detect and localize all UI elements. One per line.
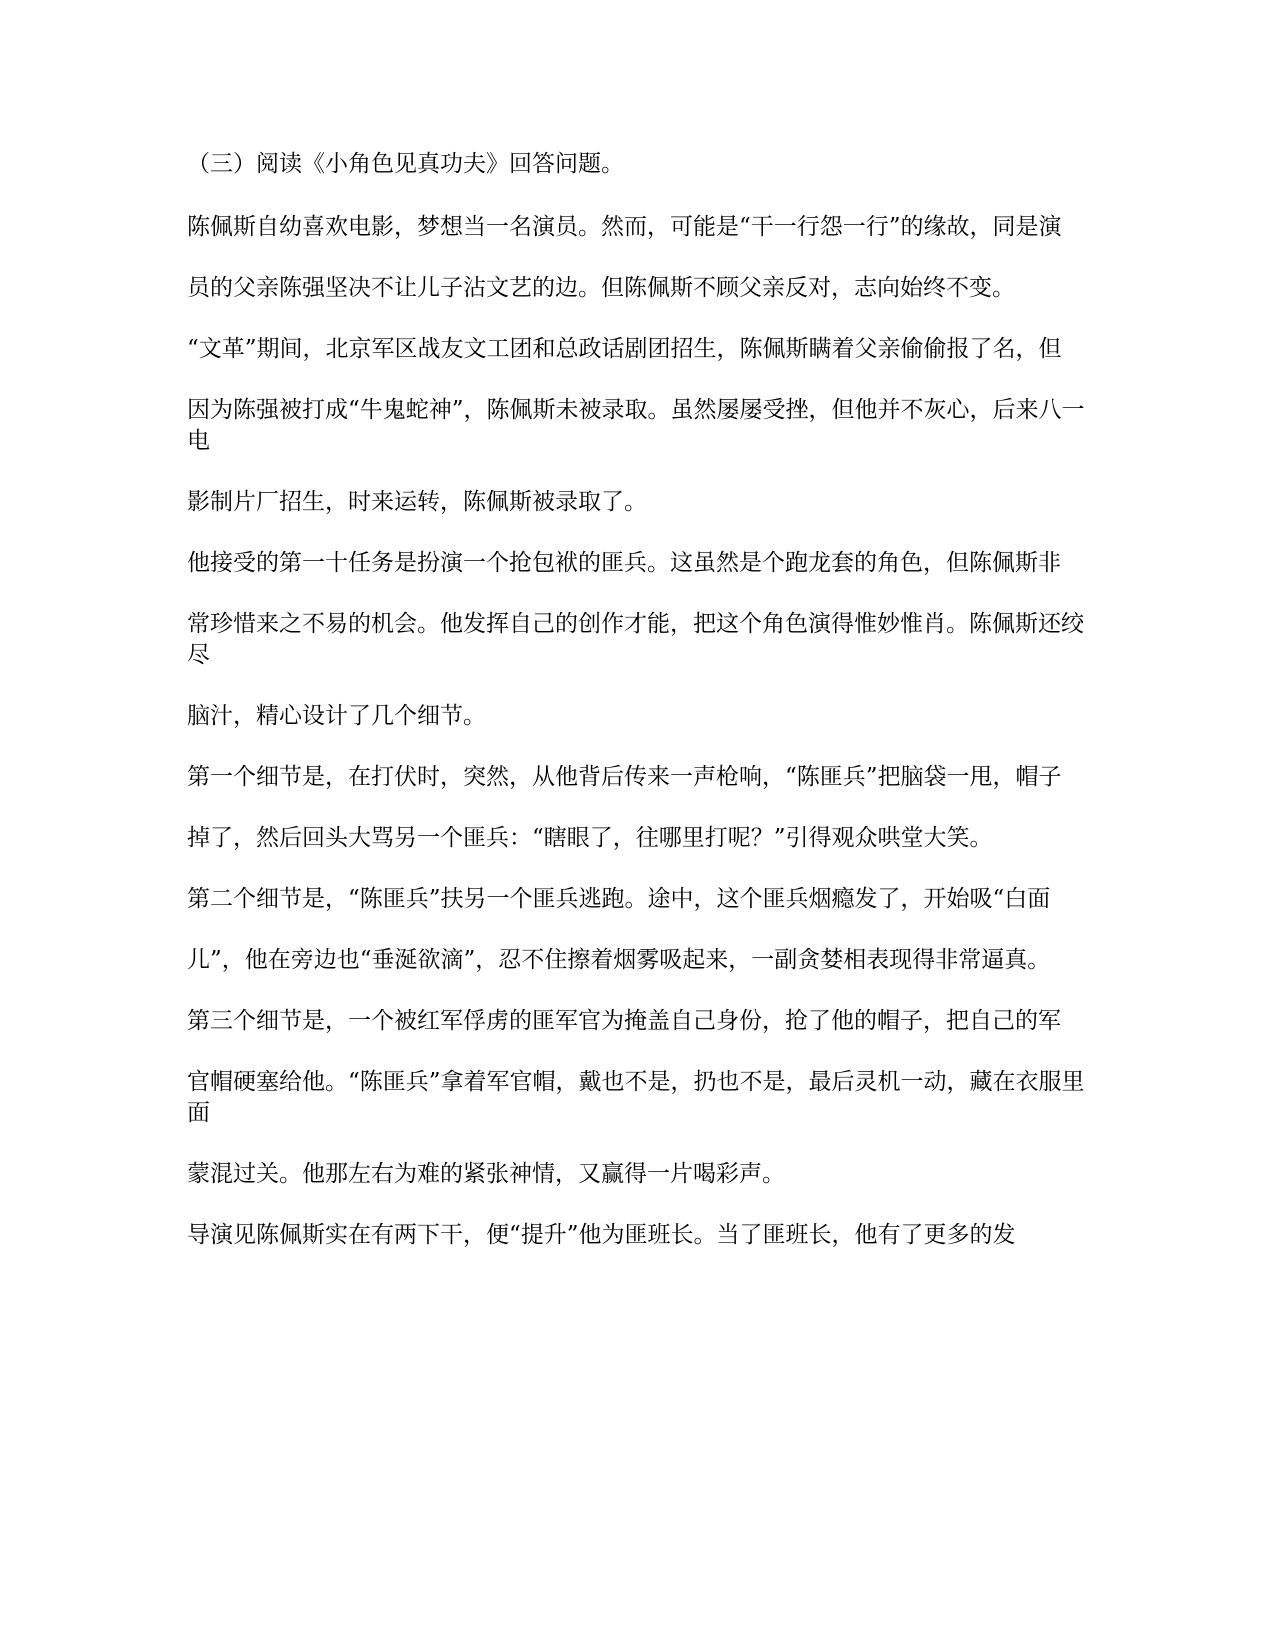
paragraph: 他接受的第一十任务是扮演一个抢包袱的匪兵。这虽然是个跑龙套的角色，但陈佩斯非 <box>187 550 1061 576</box>
paragraph: 第一个细节是，在打伏时，突然，从他背后传来一声枪响，“陈匪兵”把脑袋一甩，帽子 <box>187 764 1062 790</box>
document-body <box>187 148 1087 1281</box>
paragraph: 掉了，然后回头大骂另一个匪兵：“瞎眼了，往哪里打呢？”引得观众哄堂大笑。 <box>187 825 993 851</box>
paragraph: 影制片厂招生，时来运转，陈佩斯被录取了。 <box>187 489 647 515</box>
section-heading: （三）阅读《小角色见真功夫》回答问题。 <box>187 151 624 177</box>
paragraph: “文革”期间，北京军区战友文工团和总政话剧团招生，陈佩斯瞒着父亲偷偷报了名，但 <box>187 336 1062 362</box>
paragraph: 陈佩斯自幼喜欢电影，梦想当一名演员。然而，可能是“干一行怨一行”的缘故，同是演 <box>187 214 1062 240</box>
paragraph: 常珍惜来之不易的机会。他发挥自己的创作才能，把这个角色演得惟妙惟肖。陈佩斯还绞尽 <box>187 611 1084 668</box>
paragraph: 脑汁，精心设计了几个细节。 <box>187 703 486 729</box>
paragraph: 蒙混过关。他那左右为难的紧张神情，又赢得一片喝彩声。 <box>187 1161 785 1187</box>
paragraph: 第二个细节是，“陈匪兵”扶另一个匪兵逃跑。途中，这个匪兵烟瘾发了，开始吸“白面 <box>187 886 1051 912</box>
paragraph: 因为陈强被打成“牛鬼蛇神”，陈佩斯未被录取。虽然屡屡受挫，但他并不灰心，后来八一电 <box>187 397 1085 454</box>
paragraph: 官帽硬塞给他。“陈匪兵”拿着军官帽，戴也不是，扔也不是，最后灵机一动，藏在衣服里面 <box>187 1069 1085 1126</box>
paragraph: 儿”，他在旁边也“垂涎欲滴”，忍不住擦着烟雾吸起来，一副贪婪相表现得非常逼真。 <box>187 947 1051 973</box>
paragraph: 员的父亲陈强坚决不让儿子沾文艺的边。但陈佩斯不顾父亲反对，志向始终不变。 <box>187 275 1015 301</box>
paragraph: 导演见陈佩斯实在有两下干，便“提升”他为匪班长。当了匪班长，他有了更多的发 <box>187 1222 1016 1248</box>
paragraph: 第三个细节是，一个被红军俘虏的匪军官为掩盖自己身份，抢了他的帽子，把自己的军 <box>187 1008 1061 1034</box>
